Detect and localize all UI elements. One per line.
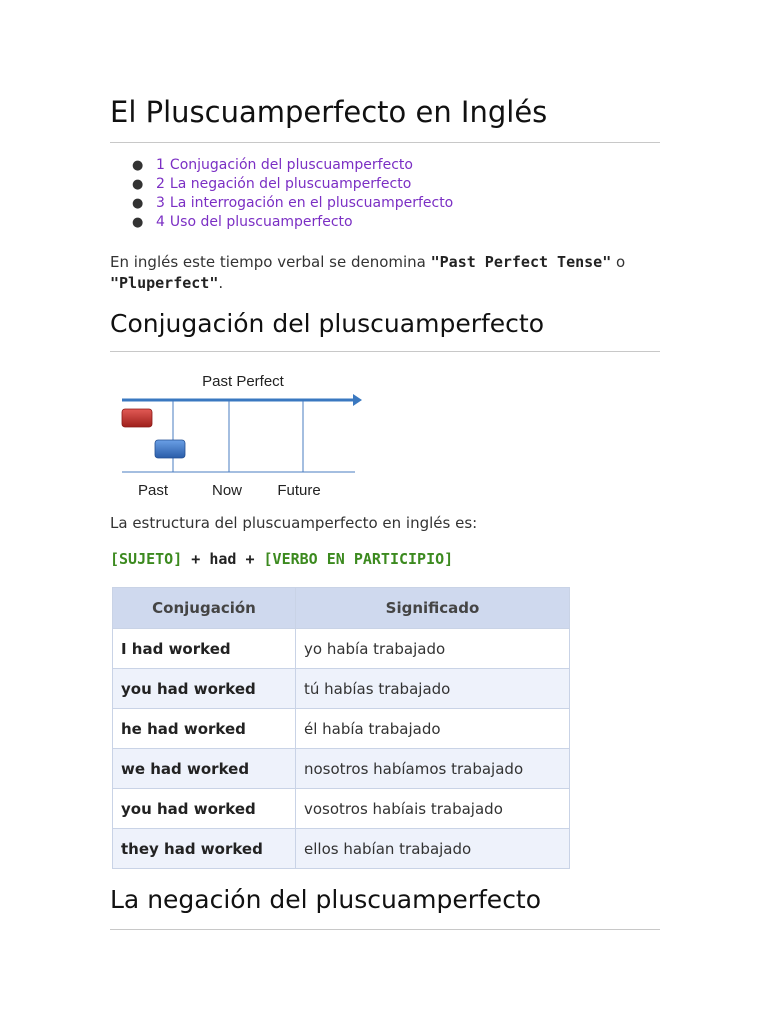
- cell-meaning: yo había trabajado: [296, 629, 570, 669]
- cell-conjugation: we had worked: [113, 749, 296, 789]
- cell-meaning: nosotros habíamos trabajado: [296, 749, 570, 789]
- formula-subject: [SUJETO]: [110, 550, 183, 568]
- cell-conjugation: they had worked: [113, 829, 296, 869]
- structure-formula: [110, 549, 453, 570]
- bullet-icon: ●: [132, 158, 144, 173]
- intro-paragraph: [110, 252, 660, 294]
- bullet-icon: ●: [132, 215, 144, 230]
- cell-conjugation: I had worked: [113, 629, 296, 669]
- cell-conjugation: he had worked: [113, 709, 296, 749]
- toc-label: Uso del pluscuamperfecto: [169, 214, 353, 230]
- toc-item[interactable]: [110, 156, 453, 175]
- section-heading-conjugacion: Conjugación del pluscuamperfecto: [110, 309, 544, 338]
- table-header-row: [113, 588, 570, 629]
- cell-conjugation: you had worked: [113, 669, 296, 709]
- label-future: Future: [277, 482, 321, 499]
- intro-term-pluperfect: "Pluperfect": [110, 274, 219, 292]
- formula-verb: [VERBO EN PARTICIPIO]: [263, 550, 454, 568]
- title-divider: [110, 142, 660, 143]
- toc-label: La negación del pluscuamperfecto: [169, 176, 412, 192]
- table-row: [113, 749, 570, 789]
- toc-label: Conjugación del pluscuamperfecto: [169, 157, 413, 173]
- toc-number: 1: [156, 157, 165, 173]
- table-row: [113, 669, 570, 709]
- column-header-conjugacion: Conjugación: [113, 588, 296, 629]
- intro-text: En inglés este tiempo verbal se denomina: [110, 253, 431, 271]
- conjugation-table: [112, 587, 570, 869]
- toc-number: 3: [156, 195, 165, 211]
- toc-link[interactable]: [156, 176, 411, 192]
- section-heading-negacion: La negación del pluscuamperfecto: [110, 885, 542, 914]
- intro-term-past-perfect: "Past Perfect Tense": [430, 253, 612, 271]
- diagram-title: Past Perfect: [202, 373, 284, 390]
- toc-number: 4: [156, 214, 165, 230]
- table-row: [113, 789, 570, 829]
- formula-had: + had +: [182, 550, 264, 568]
- section-divider: [110, 929, 660, 930]
- bullet-icon: ●: [132, 177, 144, 192]
- toc-item[interactable]: [110, 213, 453, 232]
- label-now: Now: [211, 482, 243, 499]
- toc-item[interactable]: [110, 175, 453, 194]
- intro-text: o: [611, 253, 626, 271]
- section-divider: [110, 351, 660, 352]
- cell-conjugation: you had worked: [113, 789, 296, 829]
- arrow-head-icon: [353, 394, 362, 406]
- toc-label: La interrogación en el pluscuamperfecto: [169, 195, 454, 211]
- toc-link[interactable]: [156, 195, 453, 211]
- cell-meaning: vosotros habíais trabajado: [296, 789, 570, 829]
- table-of-contents: [110, 156, 453, 232]
- toc-link[interactable]: [156, 157, 413, 173]
- past-perfect-timeline-diagram: [120, 368, 370, 500]
- toc-number: 2: [156, 176, 165, 192]
- blue-event-block: [155, 440, 185, 458]
- table-row: [113, 829, 570, 869]
- toc-link[interactable]: [156, 214, 353, 230]
- cell-meaning: ellos habían trabajado: [296, 829, 570, 869]
- intro-text: .: [218, 274, 224, 292]
- table-row: [113, 629, 570, 669]
- red-event-block: [122, 409, 152, 427]
- label-past: Past: [137, 482, 169, 499]
- page-title: El Pluscuamperfecto en Inglés: [110, 95, 548, 129]
- toc-item[interactable]: [110, 194, 453, 213]
- structure-description: La estructura del pluscuamperfecto en inglés es:: [110, 514, 478, 532]
- bullet-icon: ●: [132, 196, 144, 211]
- table-row: [113, 709, 570, 749]
- cell-meaning: él había trabajado: [296, 709, 570, 749]
- column-header-significado: Significado: [296, 588, 570, 629]
- cell-meaning: tú habías trabajado: [296, 669, 570, 709]
